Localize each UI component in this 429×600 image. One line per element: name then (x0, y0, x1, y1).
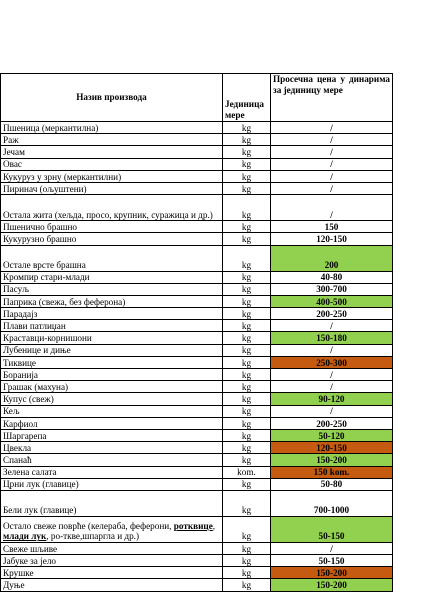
table-row (1, 158, 393, 170)
unit-cell: kg (223, 170, 271, 182)
unit-cell: kg (223, 442, 271, 454)
table-row (1, 542, 393, 554)
price-cell: 50-150 (271, 555, 393, 567)
unit-cell: kg (223, 429, 271, 441)
unit-cell: kg (223, 245, 271, 271)
unit-cell: kom. (223, 466, 271, 478)
product-name-cell: Кромпир стари-млади (1, 271, 223, 283)
table-row (1, 170, 393, 182)
table-row (1, 195, 393, 221)
price-cell: 150 (271, 221, 393, 233)
table-row (1, 134, 393, 146)
price-cell: 250-300 (271, 356, 393, 368)
unit-cell: kg (223, 195, 271, 221)
unit-cell: kg (223, 579, 271, 591)
product-name-cell: Пшенично брашно (1, 221, 223, 233)
product-name-cell: Свеже шљиве (1, 542, 223, 554)
price-cell: / (271, 344, 393, 356)
product-name-cell: Крушке (1, 567, 223, 579)
unit-cell: kg (223, 369, 271, 381)
table-row (1, 320, 393, 332)
table-row (1, 516, 393, 542)
product-name-cell: Парадајз (1, 308, 223, 320)
product-name-cell: Остала жита (хељда, просо, крупник, суражица и др.) (1, 195, 223, 221)
table-row (1, 146, 393, 158)
product-name-part: Остало свеже поврће (келераба, феферони, (3, 521, 174, 532)
price-cell: / (271, 320, 393, 332)
price-cell: 150 kom. (271, 466, 393, 478)
header-price: Просечна цена у динарима за јединицу мере (271, 74, 393, 122)
unit-cell: kg (223, 478, 271, 490)
unit-cell: kg (223, 490, 271, 516)
product-name-cell: Црни лук (главице) (1, 478, 223, 490)
table-row (1, 221, 393, 233)
product-name-cell: Бели лук (главице) (1, 490, 223, 516)
unit-cell: kg (223, 122, 271, 134)
product-name-cell: Карфиол (1, 417, 223, 429)
price-cell: 50-80 (271, 478, 393, 490)
product-name-cell: Раж (1, 134, 223, 146)
unit-cell: kg (223, 221, 271, 233)
price-cell: 90-120 (271, 393, 393, 405)
price-cell: 50-120 (271, 429, 393, 441)
product-name-cell: Паприка (свежа, без феферона) (1, 295, 223, 307)
price-cell: / (271, 405, 393, 417)
table-row (1, 466, 393, 478)
price-cell: / (271, 381, 393, 393)
table-row (1, 567, 393, 579)
price-cell: 150-200 (271, 454, 393, 466)
header-unit: Јединица мере (223, 74, 271, 122)
price-cell: 150-180 (271, 332, 393, 344)
product-name-part: млади лук (3, 531, 47, 542)
unit-cell: kg (223, 516, 271, 542)
unit-cell: kg (223, 158, 271, 170)
price-cell: 400-500 (271, 295, 393, 307)
price-cell: 150-200 (271, 579, 393, 591)
unit-cell: kg (223, 344, 271, 356)
table-row (1, 393, 393, 405)
table-row (1, 442, 393, 454)
unit-cell: kg (223, 555, 271, 567)
price-cell: 120-150 (271, 233, 393, 245)
table-row (1, 454, 393, 466)
table-row (1, 295, 393, 307)
unit-cell: kg (223, 233, 271, 245)
price-cell: / (271, 182, 393, 194)
unit-cell: kg (223, 146, 271, 158)
unit-cell: kg (223, 417, 271, 429)
unit-cell: kg (223, 567, 271, 579)
product-name-part: ротквице (173, 521, 213, 532)
unit-cell: kg (223, 271, 271, 283)
price-cell: 40-80 (271, 271, 393, 283)
price-cell: / (271, 195, 393, 221)
price-cell: 120-150 (271, 442, 393, 454)
price-cell: / (271, 146, 393, 158)
price-cell: 200-250 (271, 308, 393, 320)
table-row (1, 182, 393, 194)
table-row (1, 369, 393, 381)
product-name-cell: Јабуке за јело (1, 555, 223, 567)
price-cell: / (271, 158, 393, 170)
unit-cell: kg (223, 283, 271, 295)
product-name-part: , ро-ткве,шпаргла и др.) (46, 531, 140, 542)
table-row (1, 271, 393, 283)
price-cell: / (271, 170, 393, 182)
product-name-cell: Тиквице (1, 356, 223, 368)
table-row (1, 555, 393, 567)
table-row (1, 417, 393, 429)
table-body (1, 122, 393, 592)
table-row (1, 344, 393, 356)
table-row (1, 579, 393, 591)
price-cell: 200-250 (271, 417, 393, 429)
table-row (1, 245, 393, 271)
product-name-cell: Боранија (1, 369, 223, 381)
unit-cell: kg (223, 405, 271, 417)
product-name-part: , (212, 521, 216, 532)
product-name-cell: Спанаћ (1, 454, 223, 466)
product-name-cell (1, 516, 223, 542)
table-row (1, 405, 393, 417)
unit-cell: kg (223, 295, 271, 307)
table-row (1, 308, 393, 320)
product-name-cell: Лубенице и диње (1, 344, 223, 356)
unit-cell: kg (223, 320, 271, 332)
table-row (1, 429, 393, 441)
table-row (1, 122, 393, 134)
table-row (1, 478, 393, 490)
price-cell: / (271, 542, 393, 554)
table-row (1, 381, 393, 393)
unit-cell: kg (223, 381, 271, 393)
price-cell: 300-700 (271, 283, 393, 295)
product-name-cell: Краставци-корнишони (1, 332, 223, 344)
header-product-name: Назив производа (1, 74, 223, 122)
table-row (1, 490, 393, 516)
price-table (0, 73, 393, 592)
product-name-cell: Кукуруз у зрну (меркантилни) (1, 170, 223, 182)
price-cell: 200 (271, 245, 393, 271)
product-name-cell: Плави патлиџан (1, 320, 223, 332)
price-cell: / (271, 369, 393, 381)
product-name-cell: Кељ (1, 405, 223, 417)
product-name-cell: Кукурузно брашно (1, 233, 223, 245)
unit-cell: kg (223, 454, 271, 466)
price-cell: / (271, 122, 393, 134)
product-name-cell: Грашак (махуна) (1, 381, 223, 393)
unit-cell: kg (223, 393, 271, 405)
unit-cell: kg (223, 356, 271, 368)
product-name-cell: Купус (свеж) (1, 393, 223, 405)
product-name-cell: Пшеница (меркантилна) (1, 122, 223, 134)
product-name-cell: Дуње (1, 579, 223, 591)
unit-cell: kg (223, 134, 271, 146)
table-row (1, 233, 393, 245)
unit-cell: kg (223, 542, 271, 554)
product-name-cell: Јечам (1, 146, 223, 158)
price-cell: 50-150 (271, 516, 393, 542)
product-name-cell: Зелена салата (1, 466, 223, 478)
product-name-cell: Цвекла (1, 442, 223, 454)
table-row (1, 283, 393, 295)
table-header-row (1, 74, 393, 122)
product-name-cell: Пиринач (ољуштени) (1, 182, 223, 194)
unit-cell: kg (223, 308, 271, 320)
unit-cell: kg (223, 332, 271, 344)
product-name-cell: Шаргарепа (1, 429, 223, 441)
table-row (1, 356, 393, 368)
product-name-cell: Пасуљ (1, 283, 223, 295)
unit-cell: kg (223, 182, 271, 194)
price-cell: / (271, 134, 393, 146)
product-name-cell: Остале врсте брашна (1, 245, 223, 271)
price-cell: 150-200 (271, 567, 393, 579)
price-cell: 700-1000 (271, 490, 393, 516)
table-row (1, 332, 393, 344)
product-name-cell: Овас (1, 158, 223, 170)
